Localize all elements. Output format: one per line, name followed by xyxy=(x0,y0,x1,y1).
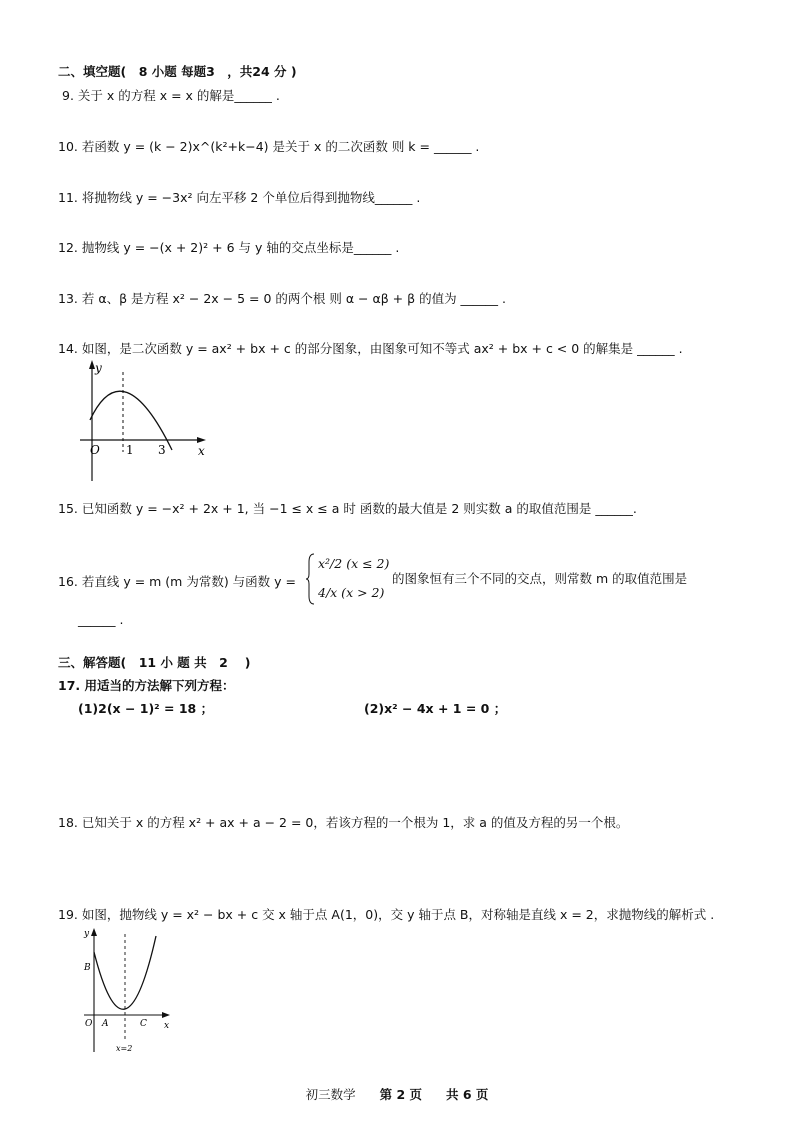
fig19-point-b: B xyxy=(84,963,91,973)
fig14-tick-3: 3 xyxy=(158,443,166,457)
question-17-part-1: (1)2(x − 1)² = 18 ； xyxy=(78,701,214,716)
footer-subject: 初三数学 xyxy=(305,1087,356,1102)
figure-q19 xyxy=(78,924,178,1056)
question-9: 9. 关于 x 的方程 x = x 的解是______ . xyxy=(62,88,280,103)
question-16-case-1: x²/2 (x ≤ 2) xyxy=(318,556,390,571)
fig19-axis-label: x=2 xyxy=(116,1044,133,1053)
footer-total: 共 6 页 xyxy=(445,1087,489,1102)
piecewise-brace xyxy=(306,552,316,606)
fig14-x-label: x xyxy=(198,444,205,458)
fig19-x-label: x xyxy=(164,1021,170,1031)
fig19-point-a: A xyxy=(102,1019,109,1029)
question-14: 14. 如图，是二次函数 y = ax² + bx + c 的部分图象，由图象可知不等式 ax² + bx + c < 0 的解集是 ______ . xyxy=(58,341,683,356)
fig14-tick-1: 1 xyxy=(126,443,134,457)
footer-page: 第 2 页 xyxy=(379,1087,422,1102)
section-2-heading: 二、填空题( 8 小题 每题3 ，共24 分 ) xyxy=(58,64,297,79)
question-16-case-2: 4/x (x > 2) xyxy=(318,585,385,600)
question-16-suffix: 的图象恒有三个不同的交点，则常数 m 的取值范围是 xyxy=(392,571,688,586)
question-16-prefix: 16. 若直线 y = m (m 为常数) 与函数 y = xyxy=(58,574,296,589)
figure-q14 xyxy=(72,356,212,486)
question-16-blank: ______ . xyxy=(78,612,124,627)
page-footer xyxy=(0,1085,794,1103)
section-3-heading: 三、解答题( 11 小 题 共 2 ) xyxy=(58,655,251,670)
question-19: 19. 如图，抛物线 y = x² − bx + c 交 x 轴于点 A(1，0)，交 y 轴于点 B，对称轴是直线 x = 2，求抛物线的解析式 . xyxy=(58,907,715,922)
question-17-part-2: (2)x² − 4x + 1 = 0 ； xyxy=(364,701,507,716)
question-15: 15. 已知函数 y = −x² + 2x + 1, 当 −1 ≤ x ≤ a 时 函数的最大值是 2 则实数 a 的取值范围是 ______. xyxy=(58,501,637,516)
question-12: 12. 抛物线 y = −(x + 2)² + 6 与 y 轴的交点坐标是______ . xyxy=(58,240,400,255)
question-17: 17. 用适当的方法解下列方程： xyxy=(58,678,235,693)
fig19-origin: O xyxy=(85,1019,93,1029)
fig14-y-label: y xyxy=(95,361,102,375)
question-18: 18. 已知关于 x 的方程 x² + ax + a − 2 = 0，若该方程的一个根为 1，求 a 的值及方程的另一个根。 xyxy=(58,815,629,830)
fig19-point-c: C xyxy=(140,1019,147,1029)
question-11: 11. 将抛物线 y = −3x² 向左平移 2 个单位后得到抛物线______ . xyxy=(58,190,421,205)
fig19-y-label: y xyxy=(84,929,90,939)
question-10: 10. 若函数 y = (k − 2)x^(k²+k−4) 是关于 x 的二次函数 则 k = ______ . xyxy=(58,139,480,154)
question-13: 13. 若 α、β 是方程 x² − 2x − 5 = 0 的两个根 则 α − αβ + β 的值为 ______ . xyxy=(58,291,507,306)
fig14-origin: O xyxy=(90,443,100,457)
